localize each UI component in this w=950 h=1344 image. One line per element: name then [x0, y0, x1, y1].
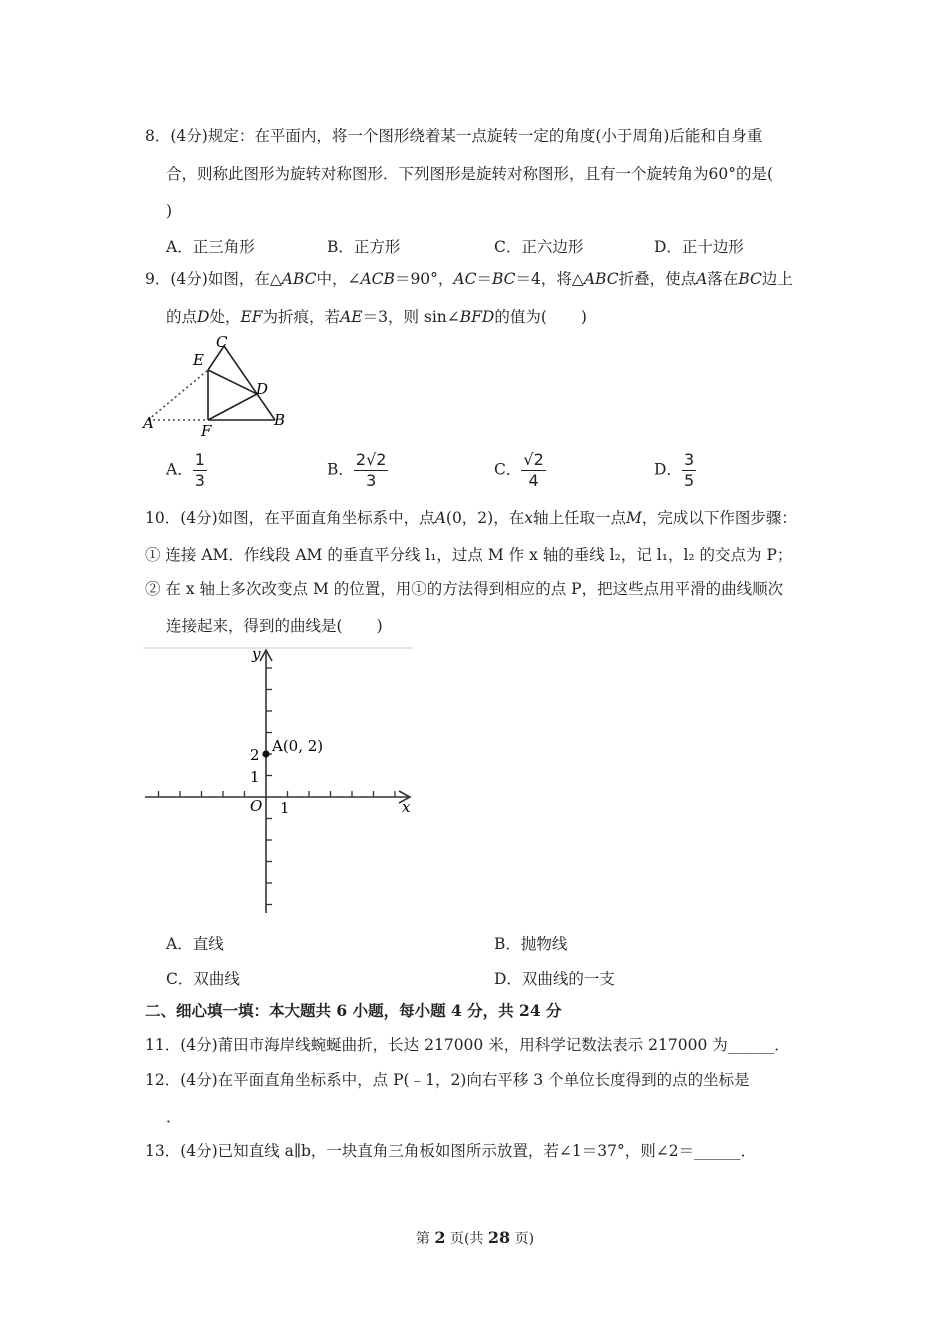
segment-fd — [208, 394, 257, 420]
q10-option-d: D．双曲线的一支 — [494, 970, 615, 988]
q12-line2: ． — [166, 1108, 182, 1126]
label-b: B — [274, 411, 286, 429]
q10-coordinate-figure — [140, 645, 415, 917]
q10-line2: ① 连接 AM．作线段 AM 的垂直平分线 l₁，过点 M 作 x 轴的垂线 l₂，记 l₁，l₂ 的交点为 P； — [145, 546, 793, 564]
q8-line1: 8．(4分)规定：在平面内，将一个图形绕着某一点旋转一定的角度(小于周角)后能和自身重 — [145, 127, 763, 145]
point-a-label: A(0, 2) — [272, 737, 324, 755]
q10-line3: ② 在 x 轴上多次改变点 M 的位置，用①的方法得到相应的点 P，把这些点用平滑的曲线顺次 — [145, 580, 784, 598]
q10-option-c: C．双曲线 — [166, 970, 240, 988]
y-tick-1-label: 1 — [250, 768, 260, 786]
x-axis-label: x — [402, 798, 411, 816]
q8-option-c: C．正六边形 — [494, 238, 584, 256]
q9-option-d: D． $\frac{3}{5}$ — [654, 450, 695, 490]
y-axis-ticks — [266, 668, 272, 905]
q10-line4: 连接起来，得到的曲线是( ) — [166, 617, 383, 635]
q10-line1: 10．(4分)如图，在平面直角坐标系中，点A(0，2)，在x轴上任取一点M，完成以下作图步骤： — [145, 509, 797, 527]
q10-option-a: A．直线 — [166, 935, 224, 953]
label-c: C — [216, 333, 228, 351]
q8-option-b: B．正方形 — [327, 238, 401, 256]
q11-line: 11．(4分)莆田市海岸线蜿蜒曲折，长达 217000 米，用科学记数法表示 217000 为______． — [145, 1036, 790, 1054]
q8-option-a: A．正三角形 — [166, 238, 255, 256]
x-axis-ticks — [159, 791, 396, 797]
label-e: E — [193, 351, 204, 369]
q8-line3: ) — [166, 202, 173, 220]
q9-triangle-figure — [140, 333, 295, 438]
y-axis-label: y — [252, 645, 261, 663]
q9-line1: 9．(4分)如图，在△ABC中，∠ACB＝90°，AC＝BC＝4，将△ABC折叠，使点A落在BC边上 — [145, 270, 793, 288]
q10-option-b: B．抛物线 — [494, 935, 568, 953]
x-tick-1-label: 1 — [280, 799, 290, 817]
page-footer: 第 2 页(共 28 页) — [415, 1228, 535, 1247]
label-a: A — [143, 414, 154, 432]
q9-option-a: A． $\frac{1}{3}$ — [166, 450, 205, 490]
origin-label: O — [250, 797, 263, 815]
q9-option-b: B． $\frac{2√2}{3}$ — [327, 450, 387, 490]
label-f: F — [201, 422, 212, 438]
label-d: D — [256, 380, 269, 398]
q12-line1: 12．(4分)在平面直角坐标系中，点 P(﹣1，2)向右平移 3 个单位长度得到的点的坐标是 — [145, 1071, 750, 1089]
y-tick-2-label: 2 — [250, 746, 260, 764]
q8-line2: 合，则称此图形为旋转对称图形．下列图形是旋转对称图形，且有一个旋转角为60°的是( — [166, 165, 774, 183]
q13-line: 13．(4分)已知直线 a∥b，一块直角三角板如图所示放置，若∠1＝37°，则∠2＝______． — [145, 1142, 757, 1160]
section-2-heading: 二、细心填一填：本大题共 6 小题，每小题 4 分，共 24 分 — [145, 1001, 562, 1020]
q9-line2: 的点D处，EF为折痕，若AE＝3，则 sin∠BFD的值为( ) — [166, 308, 587, 326]
q9-option-c: C． $\frac{√2}{4}$ — [494, 450, 544, 490]
q8-option-d: D．正十边形 — [654, 238, 744, 256]
fold-line-ae — [148, 370, 208, 420]
point-a — [262, 750, 269, 757]
